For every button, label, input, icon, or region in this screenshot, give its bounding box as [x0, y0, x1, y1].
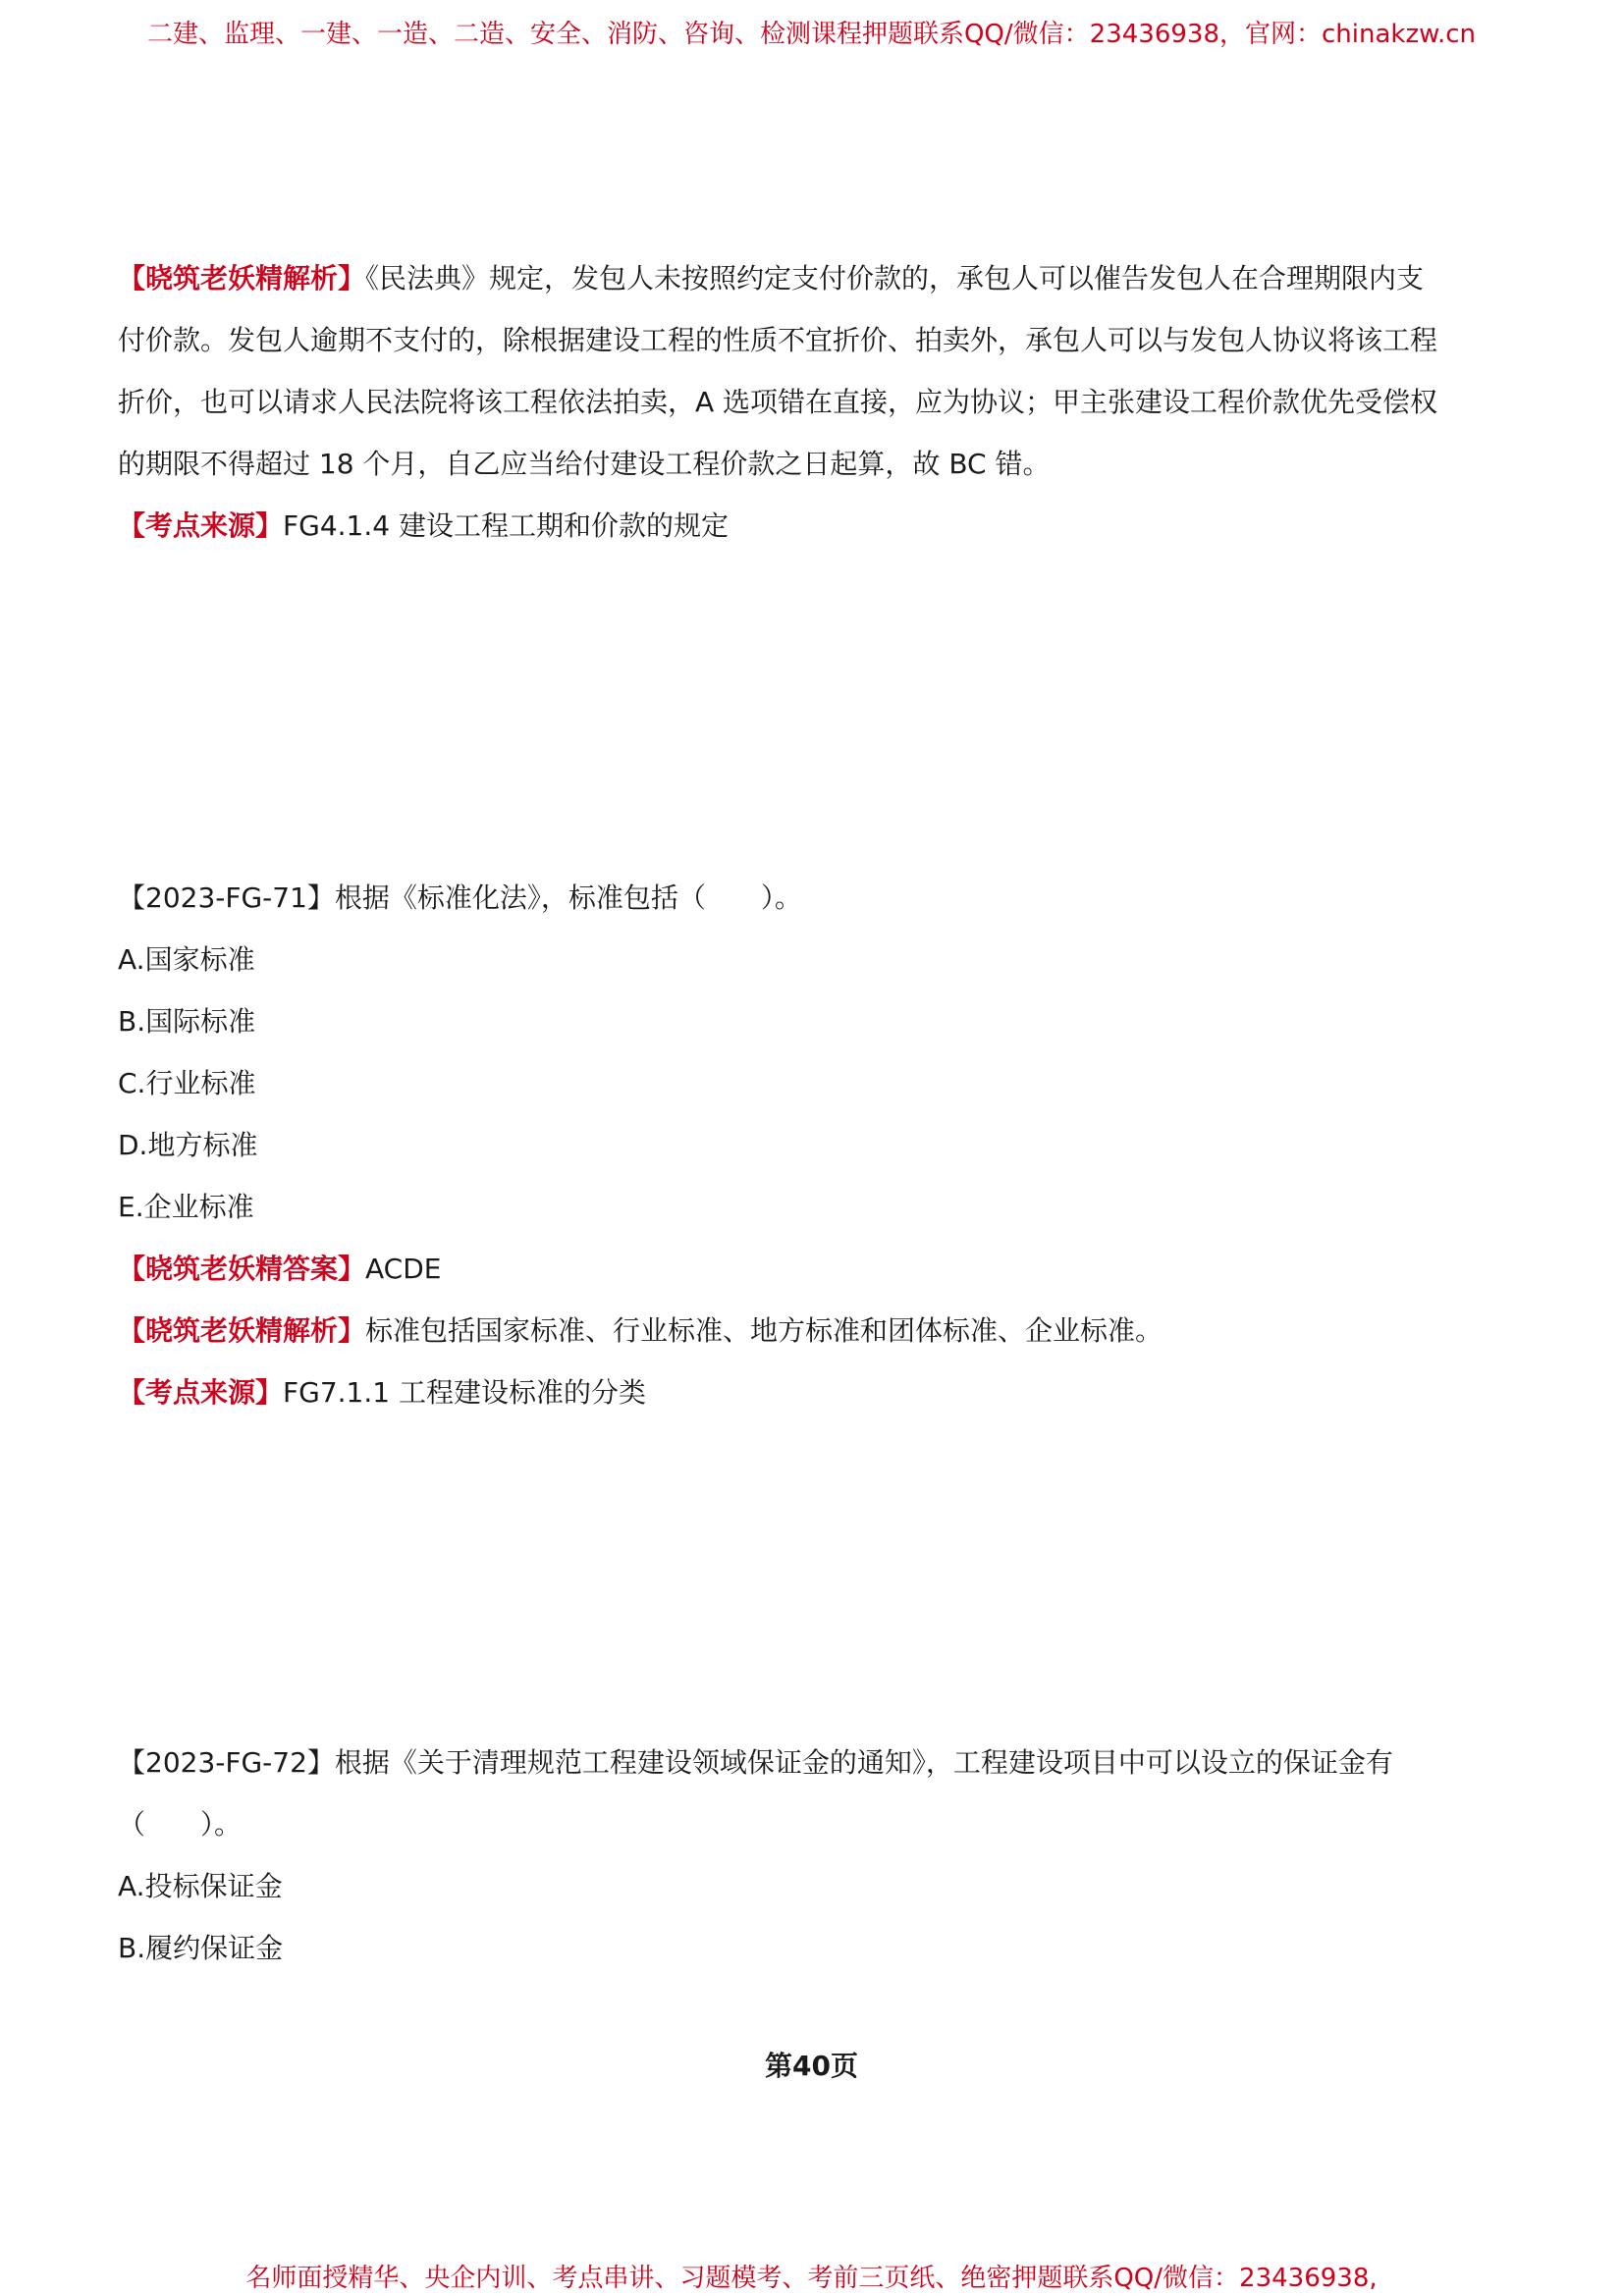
- option-a: A.国家标准: [118, 943, 255, 976]
- source-tag: 【考点来源】: [118, 1376, 284, 1409]
- question-stem-line-2: （ ）。: [118, 1808, 243, 1841]
- analysis-tag: 【晓筑老妖精解析】: [118, 262, 366, 294]
- analysis-paragraph-line-3: 折价，也可以请求人民法院将该工程依法拍卖，A 选项错在直接，应为协议；甲主张建设工程价款优先受偿权: [118, 386, 1438, 418]
- analysis-tag: 【晓筑老妖精解析】: [118, 1314, 366, 1347]
- header-contact-banner: 二建、监理、一建、一造、二造、安全、消防、咨询、检测课程押题联系QQ/微信：23436938，官网：chinakzw.cn: [146, 20, 1477, 49]
- page-number: 第40页: [765, 2050, 858, 2082]
- option-e: E.企业标准: [118, 1191, 254, 1223]
- source-text: FG7.1.1 工程建设标准的分类: [283, 1376, 646, 1409]
- analysis-line: [118, 1311, 1163, 1351]
- analysis-paragraph-line-2: 付价款。发包人逾期不支付的，除根据建设工程的性质不宜折价、拍卖外，承包人可以与发包人协议将该工程: [118, 324, 1438, 356]
- source-text: FG4.1.4 建设工程工期和价款的规定: [283, 509, 729, 542]
- source-tag: 【考点来源】: [118, 509, 284, 542]
- answer-line: [118, 1250, 441, 1289]
- answer-text: ACDE: [365, 1253, 442, 1285]
- option-a: A.投标保证金: [118, 1870, 283, 1902]
- option-d: D.地方标准: [118, 1129, 258, 1161]
- source-line: [118, 507, 729, 546]
- source-line: [118, 1373, 646, 1413]
- option-c: C.行业标准: [118, 1067, 256, 1099]
- analysis-paragraph-line-4: 的期限不得超过 18 个月，自乙应当给付建设工程价款之日起算，故 BC 错。: [118, 448, 1051, 480]
- analysis-paragraph-line-1: [118, 259, 1424, 298]
- option-b: B.履约保证金: [118, 1932, 284, 1964]
- answer-tag: 【晓筑老妖精答案】: [118, 1253, 366, 1285]
- option-b: B.国际标准: [118, 1005, 256, 1038]
- analysis-text: 《民法典》规定，发包人未按照约定支付价款的，承包人可以催告发包人在合理期限内支: [365, 262, 1425, 294]
- question-stem-line-1: 【2023-FG-72】根据《关于清理规范工程建设领域保证金的通知》，工程建设项目中可以设立的保证金有: [118, 1746, 1393, 1779]
- analysis-text: 标准包括国家标准、行业标准、地方标准和团体标准、企业标准。: [365, 1314, 1163, 1347]
- footer-contact-banner: 名师面授精华、央企内训、考点串讲、习题模考、考前三页纸、绝密押题联系QQ/微信：23436938,: [245, 2264, 1378, 2293]
- question-stem: 【2023-FG-71】根据《标准化法》，标准包括（ ）。: [118, 881, 802, 914]
